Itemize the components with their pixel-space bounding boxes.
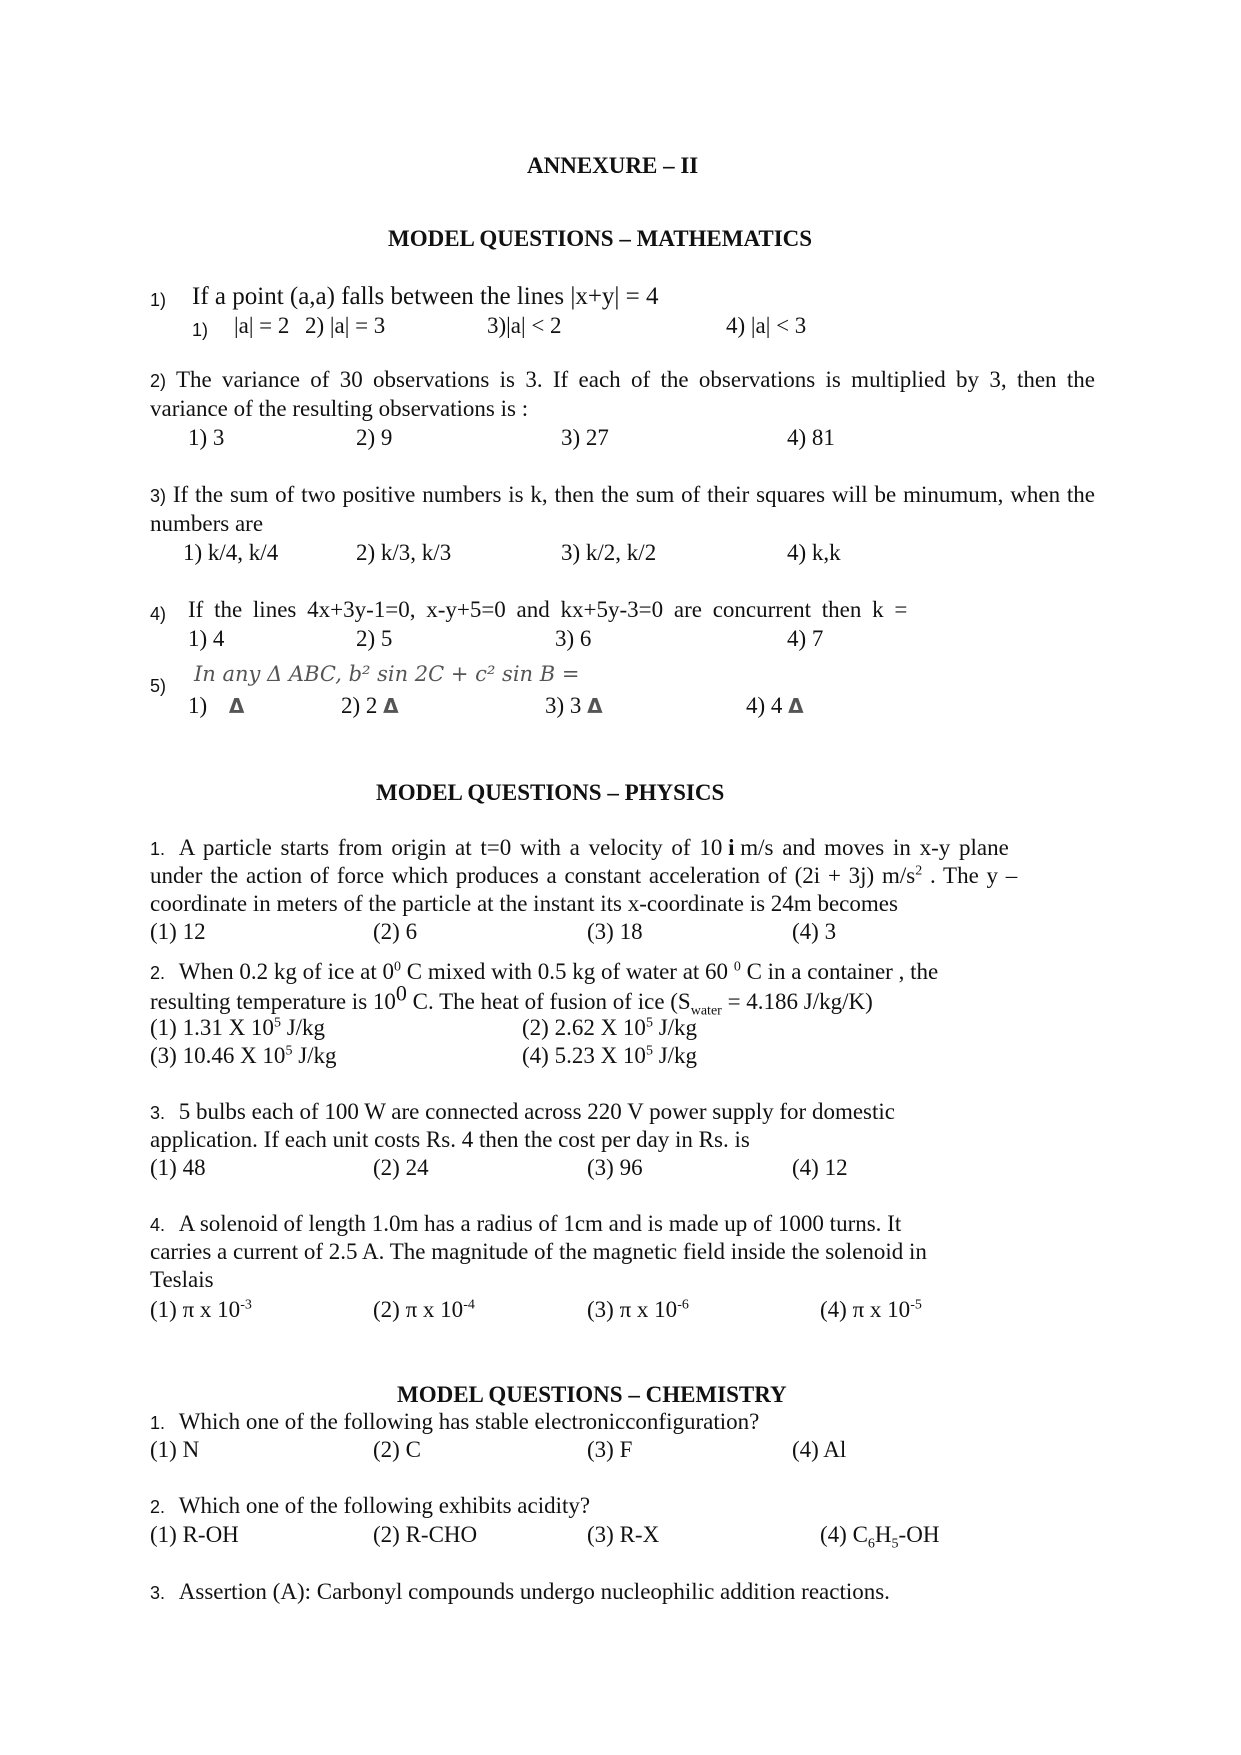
physics-q4-option4-a: (4) π x 10 [820, 1297, 911, 1322]
math-q5-option4 [746, 692, 804, 720]
physics-q2-option1-b: J/kg [280, 1015, 326, 1040]
physics-q2-line2-sup: 0 [395, 980, 407, 1006]
chemistry-q3-line [150, 1578, 890, 1607]
physics-q4-option2-a: (2) π x 10 [373, 1297, 464, 1322]
chemistry-q2-option3: (3) R-X [587, 1522, 660, 1547]
physics-q3-line1 [150, 1098, 895, 1127]
physics-q2-option3 [150, 1042, 337, 1070]
physics-q2-line1-sup: 0 [394, 959, 401, 975]
math-q5-option2 [341, 692, 399, 720]
physics-q1-text-b: m/s and moves in x-y plane [740, 835, 1009, 860]
math-q2-option4: 4) 81 [787, 425, 835, 450]
physics-q2-option2-b: J/kg [652, 1015, 698, 1040]
math-q1-option1-number: 1) [192, 320, 209, 340]
chemistry-q2-option4-sub2: 5 [891, 1536, 899, 1552]
physics-q2-number: 2. [150, 963, 166, 983]
math-q3-option4: 4) k,k [787, 540, 841, 565]
chemistry-q1-option3: (3) F [587, 1437, 633, 1462]
chemistry-q2-option4-b: H [874, 1522, 892, 1547]
physics-q2-option2 [522, 1014, 697, 1042]
physics-q4-option3 [587, 1296, 689, 1324]
math-q4-text: If the lines 4x+3y-1=0, x-y+5=0 and kx+5y-3=0 are concurrent then k = [188, 597, 908, 622]
math-q5-option1 [188, 692, 244, 720]
physics-q2-line2-c: = 4.186 J/kg/K) [727, 989, 873, 1014]
math-q2 [150, 366, 1095, 423]
physics-q4-line3: Teslais [150, 1267, 214, 1292]
physics-q2-line2 [150, 980, 873, 1019]
math-heading: MODEL QUESTIONS – MATHEMATICS [388, 226, 813, 251]
physics-q1-line2 [150, 862, 1017, 890]
delta-icon: Δ [788, 694, 804, 718]
chemistry-q1-option2: (2) C [373, 1437, 421, 1462]
physics-q4-option3-a: (3) π x 10 [587, 1297, 678, 1322]
physics-q4-line1 [150, 1210, 901, 1239]
physics-q3-option3: (3) 96 [587, 1155, 643, 1180]
physics-q1-option3: (3) 18 [587, 919, 643, 944]
physics-q4-option4 [820, 1296, 922, 1324]
chemistry-q2-text: Which one of the following exhibits acidity? [178, 1493, 591, 1518]
physics-q1-text-a: A particle starts from origin at t=0 with a velocity of 10 [178, 835, 723, 860]
chemistry-q1-text: Which one of the following has stable electronicconfiguration? [178, 1409, 760, 1434]
math-q1-option1: |a| = 2 [234, 313, 290, 338]
math-q5-formula: In any Δ ABC, b² sin 2C + c² sin B = [194, 662, 580, 686]
chemistry-heading: MODEL QUESTIONS – CHEMISTRY [397, 1382, 787, 1407]
physics-q2-line1 [150, 958, 938, 987]
math-q4-number: 4) [150, 604, 167, 624]
chemistry-q1-number: 1. [150, 1413, 166, 1433]
chemistry-q2-option4 [820, 1521, 940, 1552]
physics-q3-option1: (1) 48 [150, 1155, 206, 1180]
physics-q4-option2 [373, 1296, 475, 1324]
physics-q4-line1-text: A solenoid of length 1.0m has a radius of 1cm and is made up of 1000 turns. It [178, 1211, 902, 1236]
physics-q2-line1-sup2: 0 [733, 959, 741, 975]
physics-q1-line2-a: under the action of force which produces a constant acceleration of (2i + 3j) m/s [150, 863, 916, 888]
math-q5-option3 [545, 692, 603, 720]
physics-q4-option1-sup: -3 [240, 1297, 252, 1313]
math-q2-number: 2) [150, 371, 167, 391]
math-q4-option2: 2) 5 [356, 626, 393, 651]
physics-q2-option3-sup: 5 [285, 1043, 293, 1059]
physics-q2-option3-b: J/kg [292, 1043, 337, 1068]
math-q1-number: 1) [150, 290, 167, 310]
physics-q4-line2: carries a current of 2.5 A. The magnitude of the magnetic field inside the solenoid in [150, 1239, 927, 1264]
annexure-title: ANNEXURE – II [527, 153, 699, 178]
chemistry-q1-line [150, 1408, 759, 1437]
physics-heading: MODEL QUESTIONS – PHYSICS [376, 780, 725, 805]
physics-q4-number: 4. [150, 1215, 166, 1235]
chemistry-q3-number: 3. [150, 1583, 166, 1603]
math-q5-option1-label: 1) [188, 693, 208, 718]
chemistry-q2-option4-a: (4) C [820, 1522, 868, 1547]
math-q1-option4: 4) |a| < 3 [726, 313, 807, 338]
physics-q2-option4-b: J/kg [652, 1043, 698, 1068]
physics-q2-line1-a: When 0.2 kg of ice at 0 [178, 959, 394, 984]
physics-q2-option2-a: (2) 2.62 X 10 [522, 1015, 646, 1040]
physics-q1-option2: (2) 6 [373, 919, 418, 944]
math-q3-text: If the sum of two positive numbers is k, then the sum of their squares will be minumum, when the numbers are [150, 482, 1096, 536]
math-q3-option1: 1) k/4, k/4 [183, 540, 279, 565]
physics-q1-line2-b: . The y – [929, 863, 1018, 888]
math-q3-option2: 2) k/3, k/3 [356, 540, 452, 565]
math-q2-option2: 2) 9 [356, 425, 393, 450]
physics-q2-option1 [150, 1014, 325, 1042]
math-q5-option4-label: 4) 4 [746, 693, 783, 718]
physics-q2-line1-b: C mixed with 0.5 kg of water at 60 [406, 959, 729, 984]
math-q3 [150, 481, 1095, 538]
physics-q4-option3-sup: -6 [677, 1297, 689, 1313]
physics-q1-option4: (4) 3 [792, 919, 837, 944]
physics-q4-option4-sup: -5 [910, 1297, 922, 1313]
physics-q4-option1-a: (1) π x 10 [150, 1297, 241, 1322]
chemistry-q1-option4: (4) Al [792, 1437, 847, 1462]
physics-q2-option1-sup: 5 [273, 1015, 281, 1031]
math-q5-option2-label: 2) 2 [341, 693, 378, 718]
physics-q2-option4-sup: 5 [645, 1043, 653, 1059]
physics-q2-line2-b: C. The heat of fusion of ice (S [412, 989, 691, 1014]
delta-icon: Δ [383, 694, 399, 718]
math-q4-option4: 4) 7 [787, 626, 824, 651]
physics-q1-line2-sup: 2 [915, 863, 923, 879]
physics-q2-option2-sup: 5 [645, 1015, 653, 1031]
physics-q1-line3: coordinate in meters of the particle at the instant its x-coordinate is 24m becomes [150, 891, 898, 916]
math-q3-option3: 3) k/2, k/2 [561, 540, 657, 565]
physics-q3-option2: (2) 24 [373, 1155, 429, 1180]
math-q1-option3: 3)|a| < 2 [487, 313, 562, 338]
chemistry-q2-option1: (1) R-OH [150, 1522, 239, 1547]
physics-q1-number: 1. [150, 839, 166, 859]
math-q5-option3-label: 3) 3 [545, 693, 582, 718]
physics-q2-line1-c: C in a container , the [746, 959, 939, 984]
physics-q3-line2: application. If each unit costs Rs. 4 then the cost per day in Rs. is [150, 1127, 750, 1152]
physics-q1-line1 [150, 834, 1009, 863]
math-q2-option1: 1) 3 [188, 425, 225, 450]
physics-q3-option4: (4) 12 [792, 1155, 848, 1180]
physics-q2-option4 [522, 1042, 697, 1070]
chemistry-q2-option4-sub1: 6 [867, 1536, 875, 1552]
physics-q1-unit-vector: i [728, 835, 735, 860]
physics-q2-line2-sub: water [690, 1003, 722, 1019]
physics-q3-number: 3. [150, 1103, 166, 1123]
chemistry-q3-text: Assertion (A): Carbonyl compounds undergo nucleophilic addition reactions. [178, 1579, 890, 1604]
physics-q4-option1 [150, 1296, 252, 1324]
math-q5-number: 5) [150, 676, 167, 696]
chemistry-q2-option2: (2) R-CHO [373, 1522, 478, 1547]
physics-q1-option1: (1) 12 [150, 919, 206, 944]
physics-q4-option2-sup: -4 [463, 1297, 475, 1313]
math-q2-option3: 3) 27 [561, 425, 609, 450]
chemistry-q1-option1: (1) N [150, 1437, 200, 1462]
physics-q2-line2-a: resulting temperature is 10 [150, 989, 396, 1014]
math-q1-text: If a point (a,a) falls between the lines |x+y| = 4 [192, 283, 659, 310]
math-q4-option1: 1) 4 [188, 626, 225, 651]
math-q3-number: 3) [150, 486, 167, 506]
physics-q2-option4-a: (4) 5.23 X 10 [522, 1043, 646, 1068]
math-q4-option3: 3) 6 [555, 626, 592, 651]
delta-icon: Δ [587, 694, 603, 718]
chemistry-q2-line [150, 1492, 590, 1521]
physics-q3-line1-text: 5 bulbs each of 100 W are connected across 220 V power supply for domestic [178, 1099, 895, 1124]
math-q2-text: The variance of 30 observations is 3. If each of the observations is multiplied by 3, then the variance of the resulting observations is : [150, 367, 1095, 421]
math-q1-option2: 2) |a| = 3 [305, 313, 386, 338]
physics-q2-option3-a: (3) 10.46 X 10 [150, 1043, 286, 1068]
chemistry-q2-option4-c: -OH [898, 1522, 940, 1547]
physics-q2-option1-a: (1) 1.31 X 10 [150, 1015, 274, 1040]
chemistry-q2-number: 2. [150, 1497, 166, 1517]
delta-icon: Δ [228, 694, 245, 718]
